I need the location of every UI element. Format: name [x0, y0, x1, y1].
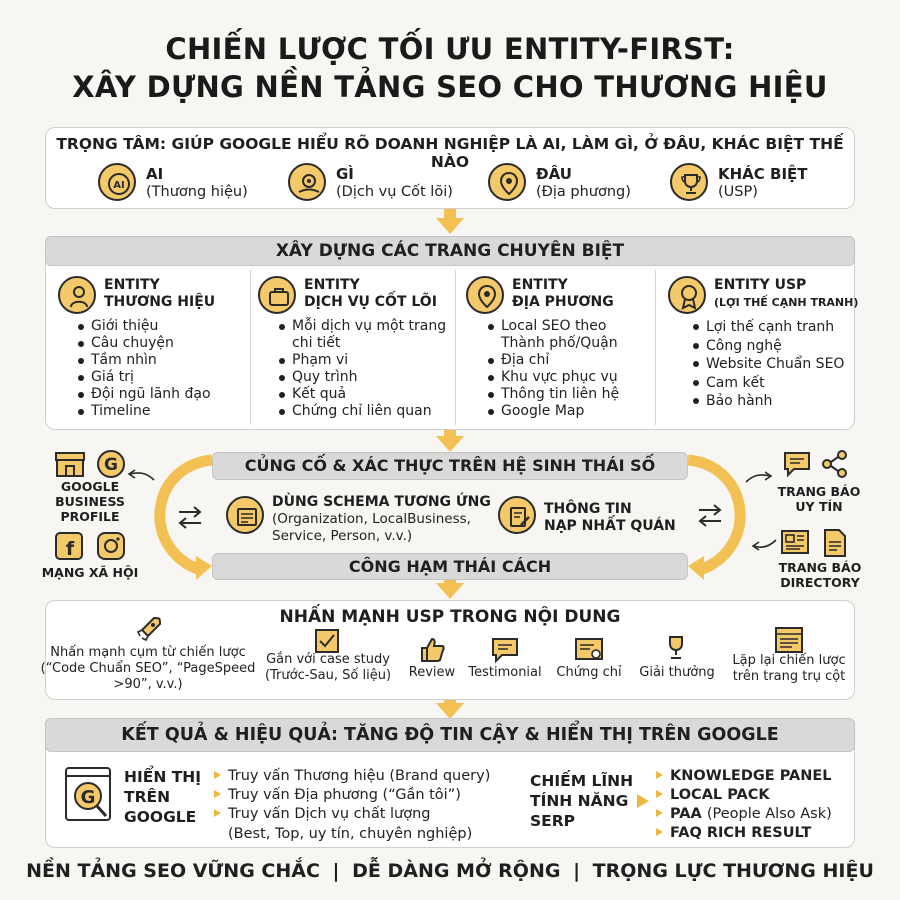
- column-title-service-2: DỊCH VỤ CỐT LÕI: [304, 294, 437, 310]
- nap-title-2: NẠP NHẤT QUÁN: [544, 518, 676, 534]
- flow-arrow-1: [436, 218, 464, 234]
- list-item: Giá trị: [75, 369, 245, 386]
- facebook-icon: [54, 531, 84, 561]
- list-item: Local SEO theo Thành phố/Quận: [485, 318, 650, 352]
- brand-entity-list: [75, 318, 245, 420]
- usp-testimonial-text: Testimonial: [468, 665, 542, 680]
- list-item: Website Chuẩn SEO: [690, 355, 855, 374]
- results-left-title-3: GOOGLE: [124, 808, 197, 826]
- list-item: Tầm nhìn: [75, 352, 245, 369]
- footer-part-2: DỄ DÀNG MỞ RỘNG: [352, 860, 561, 882]
- list-item: Thông tin liên hệ: [485, 386, 650, 403]
- focus-heading: TRỌNG TÂM: GIÚP GOOGLE HIỂU RÕ DOANH NGHIỆP LÀ AI, LÀM GÌ, Ở ĐÂU, KHÁC BIỆT THẾ NÀO: [56, 135, 844, 171]
- list-item: Truy vấn Dịch vụ chất lượng: [212, 805, 512, 824]
- page-title-line-2: XÂY DỰNG NỀN TẢNG SEO CHO THƯƠNG HIỆU: [72, 70, 828, 104]
- list-item: Cam kết: [690, 374, 855, 393]
- results-heading-bar: KẾT QUẢ & HIỆU QUẢ: TĂNG ĐỘ TIN CẬY & HIỂN THỊ TRÊN GOOGLE: [45, 718, 855, 752]
- trophy-icon: [670, 163, 708, 201]
- newspaper-icon: [780, 528, 810, 556]
- ecosystem-bottom-bar: CÔNG HẠM THÁI CÁCH: [212, 553, 688, 580]
- paa-label: PAA: [670, 806, 702, 822]
- map-pin-icon: [466, 276, 504, 314]
- focus-item-sub-where: (Địa phương): [536, 184, 631, 200]
- share-icon: [820, 449, 850, 479]
- speech-bubble-icon: [490, 636, 520, 664]
- focus-item-label-usp: KHÁC BIỆT: [718, 165, 808, 183]
- focus-item-sub-ai: (Thương hiệu): [146, 184, 248, 200]
- column-divider: [655, 270, 656, 425]
- list-item: Địa chỉ: [485, 352, 650, 369]
- focus-item-sub-usp: (USP): [718, 184, 758, 200]
- instagram-icon: [96, 531, 126, 561]
- edit-document-icon: [498, 496, 536, 534]
- serp-feature-list: [654, 767, 854, 843]
- list-item: FAQ RICH RESULT: [654, 824, 854, 843]
- column-title-usp-2: (LỢI THẾ CẠNH TRANH): [714, 296, 859, 309]
- footer-separator: |: [573, 860, 581, 882]
- footer-separator: |: [332, 860, 340, 882]
- google-search-icon: [64, 766, 112, 822]
- trophy-icon: [662, 634, 690, 662]
- service-entity-list: [276, 318, 452, 420]
- pages-heading-bar: XÂY DỰNG CÁC TRANG CHUYÊN BIỆT: [45, 236, 855, 266]
- ecosystem-heading-bar: CỦNG CỐ & XÁC THỰC TRÊN HỆ SINH THÁI SỐ: [212, 452, 688, 480]
- column-title-brand-1: ENTITY: [104, 277, 160, 293]
- triangle-arrow-icon: [636, 793, 650, 809]
- reputable-news-label: TRANG BÁO UY TÍN: [777, 484, 861, 514]
- usp-certificate-text: Chứng chỉ: [556, 665, 622, 680]
- google-g-icon: [96, 449, 126, 479]
- schema-title: DÙNG SCHEMA TƯƠNG ỨNG: [272, 494, 491, 510]
- column-divider: [250, 270, 251, 425]
- usp-award-text: Giải thưởng: [639, 665, 715, 680]
- usp-heading: NHẤN MẠNH USP TRONG NỘI DUNG: [279, 607, 621, 627]
- usp-pillar-text: Lặp lại chiến lược trên trang trụ cột: [732, 653, 846, 684]
- focus-item-label-ai: AI: [146, 165, 164, 183]
- chat-icon: [782, 450, 812, 478]
- results-left-title-1: HIỂN THỊ: [124, 768, 202, 786]
- focus-item-sub-what: (Dịch vụ Cốt lõi): [336, 184, 453, 200]
- focus-item-label-what: GÌ: [336, 165, 354, 183]
- flow-arrow-3: [436, 583, 464, 599]
- thumbs-up-icon: [418, 636, 446, 664]
- list-item: Quy trình: [276, 369, 452, 386]
- exchange-arrows-icon: [175, 503, 205, 531]
- local-entity-list: [485, 318, 650, 420]
- list-item: [654, 805, 854, 824]
- focus-item-label-where: ĐÂU: [536, 165, 572, 183]
- list-item: Giới thiệu: [75, 318, 245, 335]
- paa-suffix: (People Also Ask): [706, 806, 832, 822]
- footer-tagline: [0, 860, 900, 882]
- list-item: LOCAL PACK: [654, 786, 854, 805]
- checklist-icon: [314, 628, 340, 654]
- list-item: Đội ngũ lãnh đạo: [75, 386, 245, 403]
- footer-part-3: TRỌNG LỰC THƯƠNG HIỆU: [592, 860, 874, 882]
- list-item: Bảo hành: [690, 392, 855, 411]
- arrow-in-icon: [750, 538, 778, 552]
- svg-text:AI: AI: [113, 180, 125, 191]
- arrow-left-icon: [126, 468, 156, 482]
- list-item: KNOWLEDGE PANEL: [654, 767, 854, 786]
- list-item: Timeline: [75, 403, 245, 420]
- results-right-title-2: TÍNH NĂNG: [530, 792, 629, 810]
- list-item: Mỗi dịch vụ một trang chi tiết: [276, 318, 452, 352]
- arrow-right-icon: [744, 470, 774, 484]
- nap-title-1: THÔNG TIN: [544, 501, 632, 517]
- svg-text:G: G: [104, 455, 118, 475]
- quality-query-note: (Best, Top, uy tín, chuyên nghiệp): [228, 826, 473, 842]
- usp-review-text: Review: [408, 665, 456, 680]
- web-page-icon: [774, 626, 804, 654]
- schema-subtitle: (Organization, LocalBusiness, Service, Person, v.v.): [272, 511, 471, 544]
- ai-badge-icon: [98, 163, 136, 201]
- visibility-query-list: [212, 767, 512, 824]
- list-item: Google Map: [485, 403, 650, 420]
- page-title-line-1: CHIẾN LƯỢC TỐI ƯU ENTITY-FIRST:: [165, 32, 735, 66]
- list-item: Chứng chỉ liên quan: [276, 403, 452, 420]
- list-item: Phạm vi: [276, 352, 452, 369]
- document-icon: [822, 528, 848, 558]
- list-item: Câu chuyện: [75, 335, 245, 352]
- list-item: Lợi thế cạnh tranh: [690, 318, 855, 337]
- directory-label: TRANG BÁO DIRECTORY: [778, 560, 862, 590]
- usp-case-study-text: Gắn với case study (Trước-Sau, Số liệu): [264, 652, 392, 683]
- footer-part-1: NỀN TẢNG SEO VỮNG CHẮC: [26, 860, 320, 882]
- location-pin-icon: [488, 163, 526, 201]
- rocket-icon: [134, 614, 164, 644]
- person-badge-icon: [58, 276, 96, 314]
- award-ribbon-icon: [668, 276, 706, 314]
- exchange-arrows-icon: [695, 501, 725, 529]
- usp-strategy-text: Nhấn mạnh cụm từ chiến lược (“Code Chuẩn SEO”, “PageSpeed >90”, v.v.): [40, 645, 256, 692]
- usp-entity-list: [690, 318, 855, 411]
- flow-arrow-4: [436, 703, 464, 719]
- gear-hand-icon: [288, 163, 326, 201]
- column-title-usp-1: ENTITY USP: [714, 277, 807, 293]
- list-item: Khu vực phục vụ: [485, 369, 650, 386]
- svg-text:G: G: [80, 787, 96, 808]
- certificate-icon: [574, 636, 604, 664]
- svg-text:f: f: [65, 538, 75, 560]
- briefcase-icon: [258, 276, 296, 314]
- column-title-brand-2: THƯƠNG HIỆU: [104, 294, 216, 310]
- column-title-local-1: ENTITY: [512, 277, 568, 293]
- column-title-local-2: ĐỊA PHƯƠNG: [512, 294, 614, 310]
- results-left-title-2: TRÊN: [124, 788, 171, 806]
- social-media-label: MẠNG XÃ HỘI: [41, 565, 139, 580]
- store-icon: [54, 449, 86, 479]
- list-item: Công nghệ: [690, 337, 855, 356]
- column-divider: [455, 270, 456, 425]
- list-item: Truy vấn Địa phương (“Gần tôi”): [212, 786, 512, 805]
- list-item: Kết quả: [276, 386, 452, 403]
- results-right-title-3: SERP: [530, 812, 576, 830]
- list-item: Truy vấn Thương hiệu (Brand query): [212, 767, 512, 786]
- results-right-title-1: CHIẾM LĨNH: [530, 772, 634, 790]
- schema-form-icon: [226, 496, 264, 534]
- column-title-service-1: ENTITY: [304, 277, 360, 293]
- google-business-profile-label: GOOGLE BUSINESS PROFILE: [55, 479, 125, 524]
